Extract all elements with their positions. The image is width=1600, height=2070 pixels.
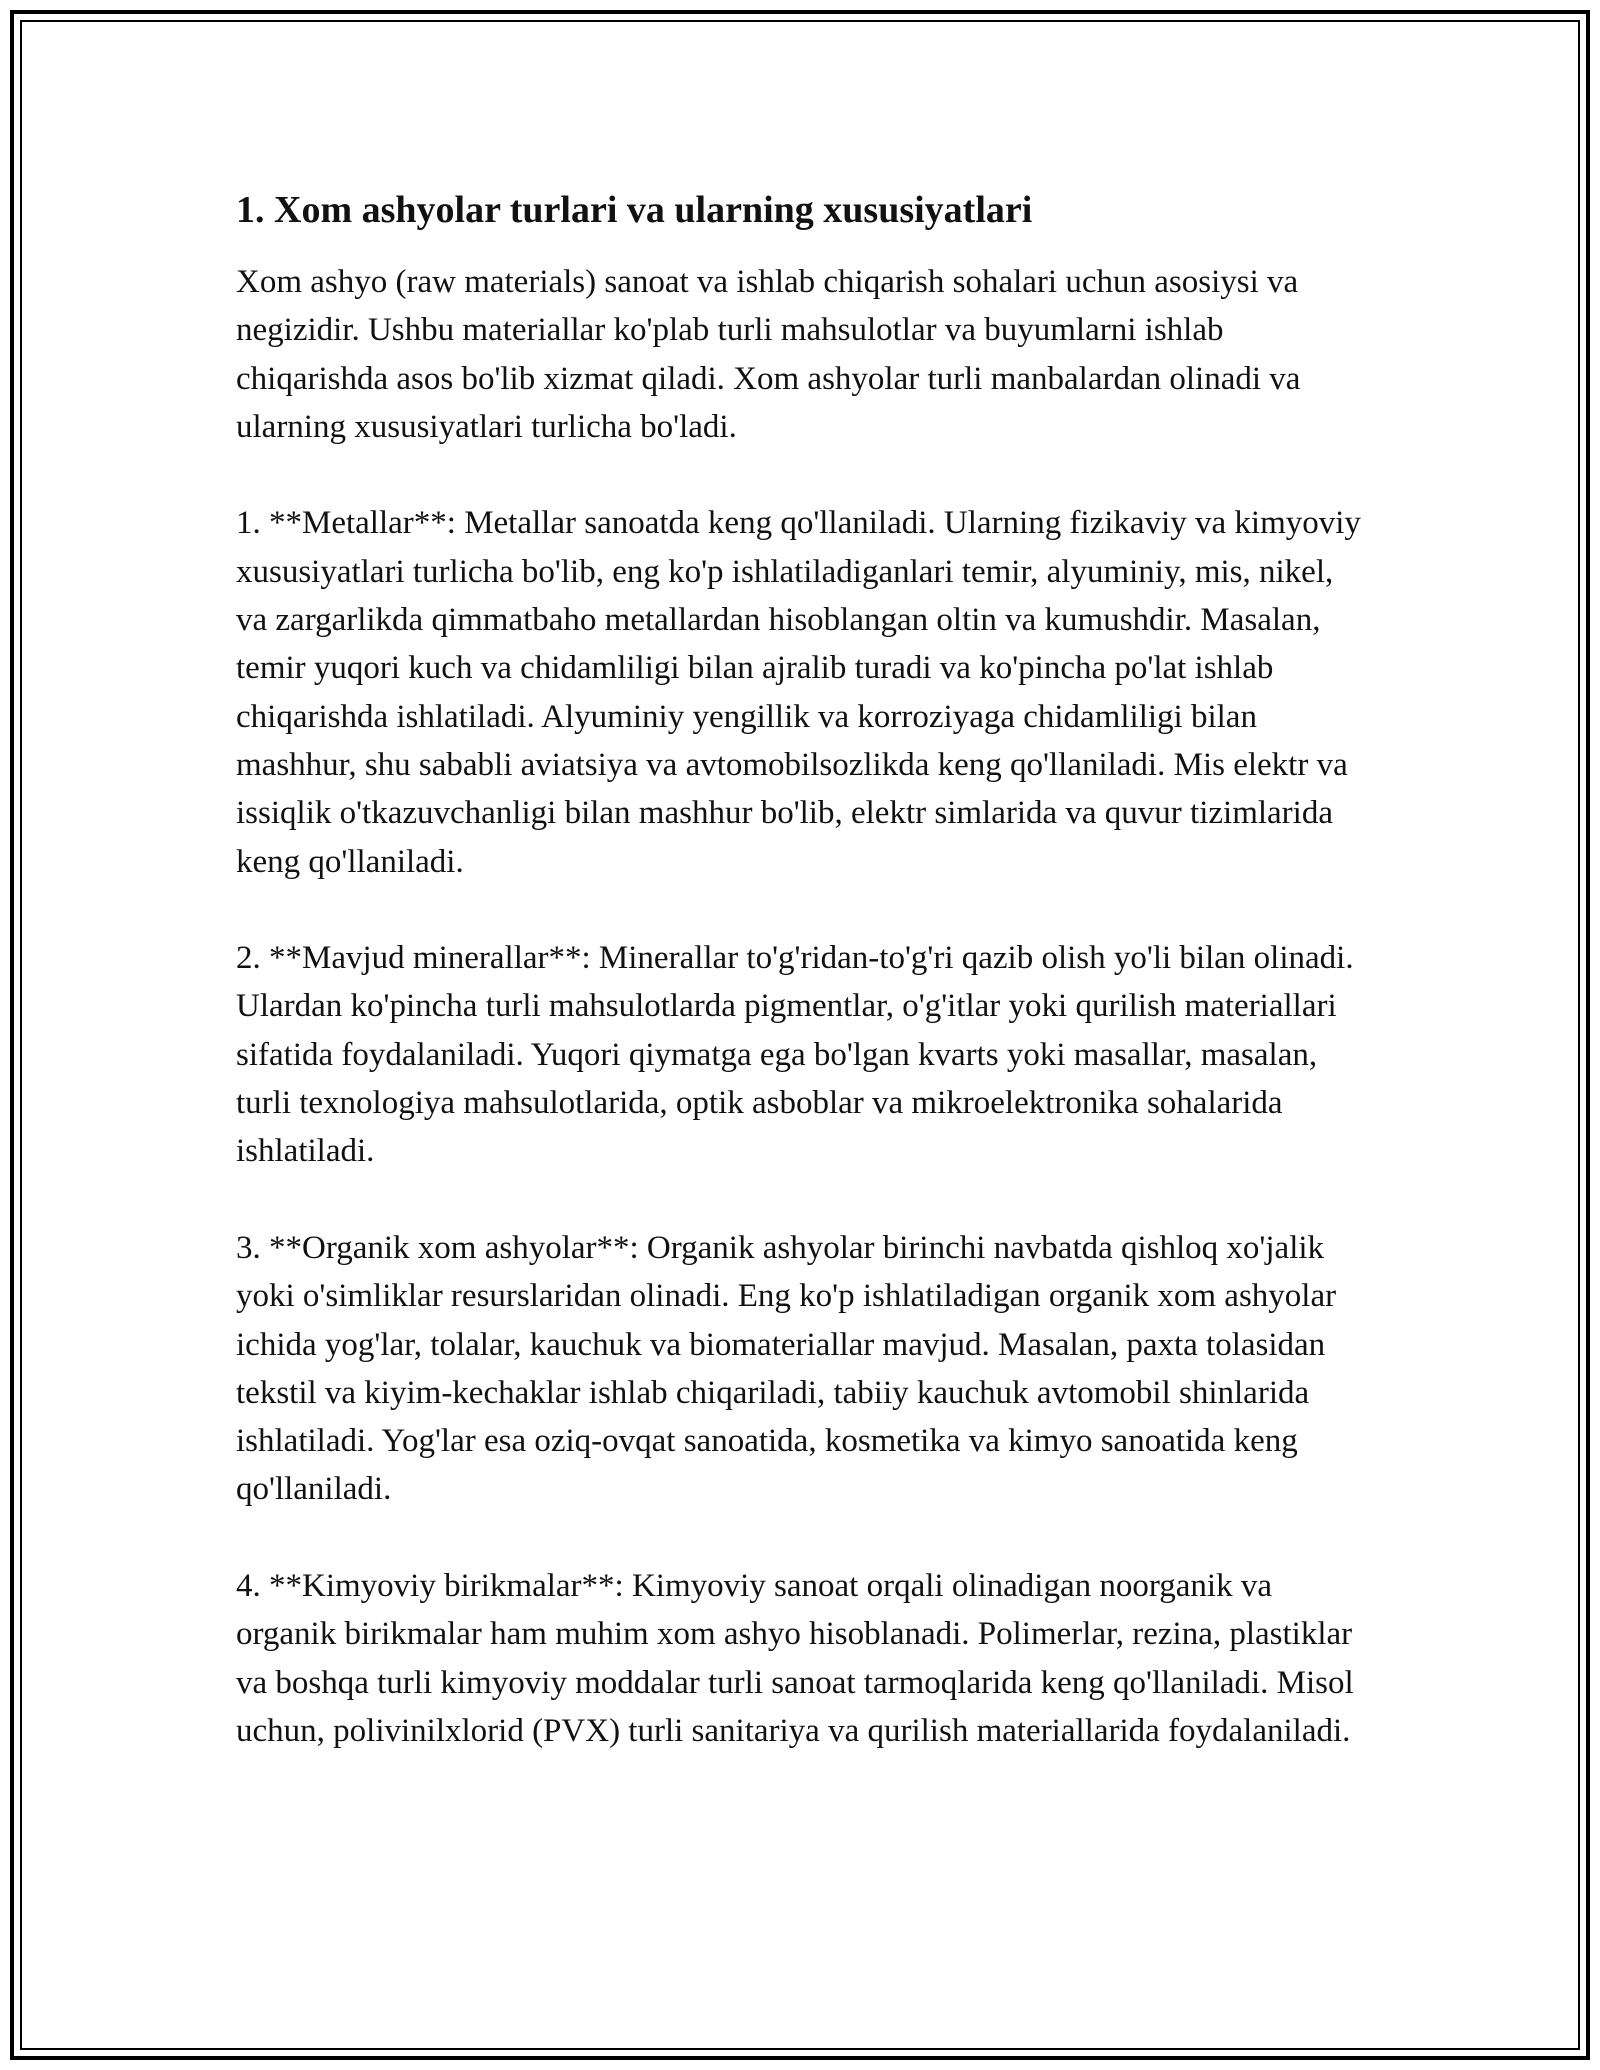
organic-materials-paragraph: 3. **Organik xom ashyolar**: Organik ashyolar birinchi navbatda qishloq xo'jalik yoki o'simliklar resurslaridan olinadi. Eng ko'p ishlatiladigan organik xom ashyolar ichida yog'lar, tolalar, kauchuk va biomateriallar mavjud. Masalan, paxta tolasidan tekstil va kiyim-kechaklar ishlab chiqariladi, tabiiy kauchuk avtomobil shinlarida ishlatiladi. Yog'lar esa oziq-ovqat sanoatida, kosmetika va kimyo sanoatida keng qo'llaniladi. — [236, 1229, 1337, 1508]
document-body — [236, 186, 1366, 1804]
chemical-compounds-paragraph: 4. **Kimyoviy birikmalar**: Kimyoviy sanoat orqali olinadigan noorganik va organik birikmalar ham muhim xom ashyo hisoblanadi. Polimerlar, rezina, plastiklar va boshqa turli kimyoviy moddalar turli sanoat tarmoqlarida keng qo'llaniladi. Misol uchun, polivinilxlorid (PVX) turli sanitariya va qurilish materiallarida foydalaniladi. — [236, 1568, 1354, 1749]
metals-paragraph: 1. **Metallar**: Metallar sanoatda keng qo'llaniladi. Ularning fizikaviy va kimyoviy xususiyatlari turlicha bo'lib, eng ko'p ishlatiladiganlari temir, alyuminiy, mis, nikel, va zargarlikda qimmatbaho metallardan hisoblangan oltin va kumushdir. Masalan, temir yuqori kuch va chidamliligi bilan ajralib turadi va ko'pincha po'lat ishlab chiqarishda ishlatiladi. Alyuminiy yengillik va korroziyaga chidamliligi bilan mashhur, shu sababli aviatsiya va avtomobilsozlikda keng qo'llaniladi. Mis elektr va issiqlik o'tkazuvchanligi bilan mashhur bo'lib, elektr simlarida va quvur tizimlarida keng qo'llaniladi. — [236, 505, 1361, 880]
intro-paragraph: Xom ashyo (raw materials) sanoat va ishlab chiqarish sohalari uchun asosiysi va negizidir. Ushbu materiallar ko'plab turli mahsulotlar va buyumlarni ishlab chiqarishda asos bo'lib xizmat qiladi. Xom ashyolar turli manbalardan olinadi va ularning xususiyatlari turlicha bo'ladi. — [236, 264, 1301, 445]
section-heading: 1. Xom ashyolar turlari va ularning xususiyatlari — [236, 189, 1033, 231]
minerals-paragraph: 2. **Mavjud minerallar**: Minerallar to'g'ridan-to'g'ri qazib olish yo'li bilan olinadi. Ulardan ko'pincha turli mahsulotlarda pigmentlar, o'g'itlar yoki qurilish materiallari sifatida foydalaniladi. Yuqori qiymatga ega bo'lgan kvarts yoki masallar, masalan, turli texnologiya mahsulotlarida, optik asboblar va mikroelektronika sohalarida ishlatiladi. — [236, 940, 1354, 1170]
